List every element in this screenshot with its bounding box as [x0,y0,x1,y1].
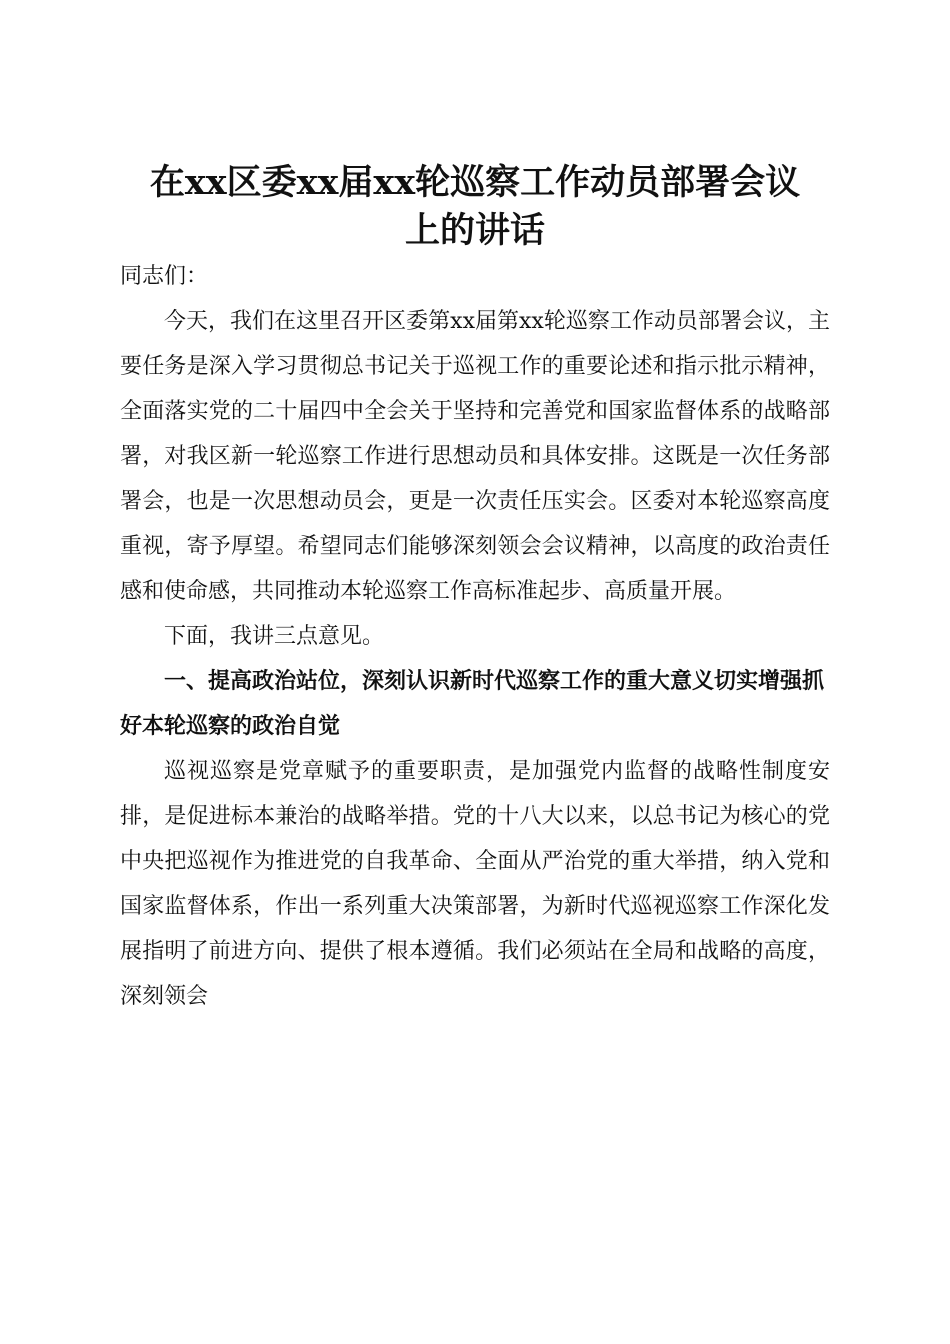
paragraph-intro: 今天，我们在这里召开区委第xx届第xx轮巡察工作动员部署会议，主要任务是深入学习贯彻总书记关于巡视工作的重要论述和指示批示精神，全面落实党的二十届四中全会关于坚持和完善党和国家监督体系的战略部署，对我区新一轮巡察工作进行思想动员和具体安排。这既是一次任务部署会，也是一次思想动员会，更是一次责任压实会。区委对本轮巡察高度重视，寄予厚望。希望同志们能够深刻领会会议精神，以高度的政治责任感和使命感，共同推动本轮巡察工作高标准起步、高质量开展。 [120,309,830,604]
title-line-2: 上的讲话 [404,210,545,252]
document-title [100,159,850,255]
section-heading-1: 一、提高政治站位，深刻认识新时代巡察工作的重大意义切实增强抓好本轮巡察的政治自觉 [120,669,825,739]
salutation: 同志们： [120,264,209,289]
paragraph-transition: 下面，我讲三点意见。 [164,624,385,649]
paragraph-section-1: 巡视巡察是党章赋予的重要职责，是加强党内监督的战略性制度安排，是促进标本兼治的战略举措。党的十八大以来，以总书记为核心的党中央把巡视作为推进党的自我革命、全面从严治党的重大举措，纳入党和国家监督体系，作出一系列重大决策部署，为新时代巡视巡察工作深化发展指明了前进方向、提供了根本遵循。我们必须站在全局和战略的高度，深刻领会 [120,759,830,1009]
document-body [120,254,830,1019]
title-line-1: 在xx区委xx届xx轮巡察工作动员部署会议 [149,162,801,204]
